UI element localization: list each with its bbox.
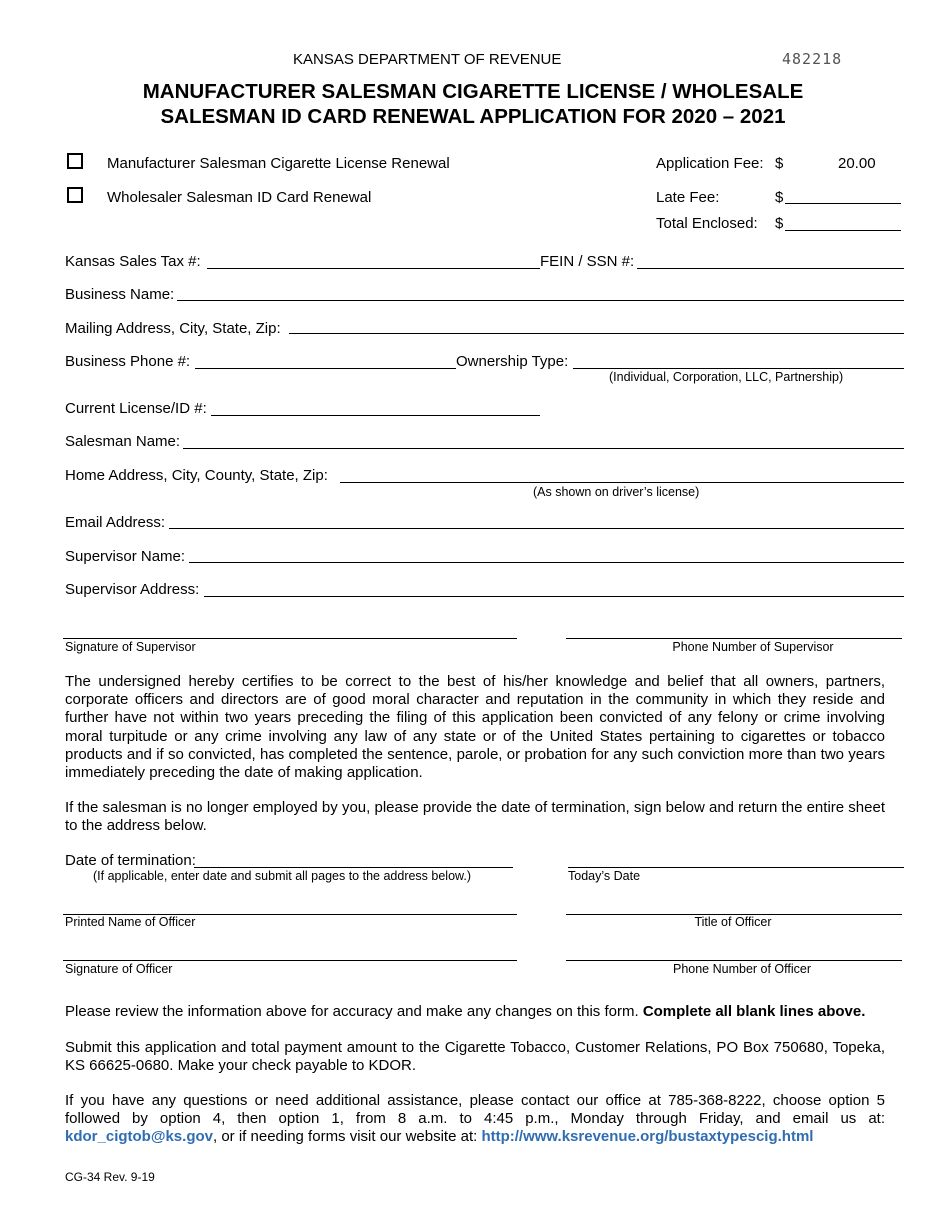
business-phone-label: Business Phone #: [65,353,191,370]
officer-title-label: Title of Officer [694,915,772,929]
manufacturer-renewal-checkbox[interactable] [67,153,83,169]
supervisor-address-label: Supervisor Address: [65,581,200,598]
current-license-label: Current License/ID #: [65,400,207,417]
home-address-hint: (As shown on driver’s license) [533,485,700,499]
certification-text: The undersigned hereby certifies to be correct to the best of his/her knowledge and belief that all owners, partners, corporate officers and directors are of good moral character and reputation in the community in which they reside and further have not within two years preceding the filing of this application been convicted of any felony or crime involving moral turpitude or any crime involving any law of any state or of the United States pertaining to cigarettes or tobacco products and if so convicted, has completed the sentence, parole, or probation for any such conviction more than two years immediately preceding the date of making application. [65,673,885,782]
printed-name-label: Printed Name of Officer [65,915,196,929]
late-fee-input[interactable] [785,203,901,204]
officer-signature-input[interactable] [63,960,517,961]
email-input[interactable] [169,528,904,529]
officer-signature-label: Signature of Officer [65,962,173,976]
review-instructions [65,1003,885,1021]
home-address-label: Home Address, City, County, State, Zip: [65,467,328,484]
website-link[interactable]: http://www.ksrevenue.org/bustaxtypescig.html [481,1128,814,1146]
supervisor-phone-label: Phone Number of Supervisor [672,640,834,654]
home-address-input[interactable] [340,482,904,483]
application-fee-label: Application Fee: [656,155,764,172]
contact-mid-text: , or if needing forms visit our website at: [213,1128,482,1146]
supervisor-signature-label: Signature of Supervisor [65,640,196,654]
review-text: Please review the information above for accuracy and make any changes on this form. [65,1003,643,1020]
officer-phone-label: Phone Number of Officer [672,962,812,976]
sales-tax-label: Kansas Sales Tax #: [65,253,201,270]
termination-date-label: Date of termination: [65,852,196,869]
wholesaler-renewal-label: Wholesaler Salesman ID Card Renewal [107,189,372,206]
supervisor-phone-input[interactable] [566,638,902,639]
business-name-input[interactable] [177,300,904,301]
contact-text: If you have any questions or need additional assistance, please contact our office at 785-368-8222, choose option 5 followed by option 4, then option 1, from 8 a.m. to 4:45 p.m., Monday through Friday, and email us at: [65,1092,885,1128]
supervisor-name-label: Supervisor Name: [65,548,186,565]
todays-date-label: Today’s Date [568,869,641,883]
todays-date-input[interactable] [568,867,904,868]
form-title-line2: SALESMAN ID CARD RENEWAL APPLICATION FOR 2020 – 2021 [160,105,786,128]
mailing-address-label: Mailing Address, City, State, Zip: [65,320,281,337]
salesman-name-input[interactable] [183,448,904,449]
submit-instructions: Submit this application and total payment amount to the Cigarette Tobacco, Customer Relations, PO Box 750680, Topeka, KS 66625-0680. Make your check payable to KDOR. [65,1039,885,1075]
mailing-address-input[interactable] [289,333,904,334]
late-fee-label: Late Fee: [656,189,720,206]
current-license-input[interactable] [211,415,540,416]
wholesaler-renewal-checkbox[interactable] [67,187,83,203]
ownership-type-hint: (Individual, Corporation, LLC, Partnership) [609,370,844,384]
termination-date-input[interactable] [194,867,513,868]
form-number: 482218 [782,50,843,68]
fein-label: FEIN / SSN #: [540,253,635,270]
sales-tax-input[interactable] [207,268,540,269]
supervisor-name-input[interactable] [189,562,904,563]
review-bold-text: Complete all blank lines above. [642,1003,866,1020]
total-enclosed-label: Total Enclosed: [656,215,758,232]
manufacturer-renewal-label: Manufacturer Salesman Cigarette License Renewal [107,155,450,172]
form-title-line1: MANUFACTURER SALESMAN CIGARETTE LICENSE / WHOLESALE [142,80,804,103]
supervisor-address-input[interactable] [204,596,904,597]
ownership-type-label: Ownership Type: [456,353,569,370]
salesman-name-label: Salesman Name: [65,433,181,450]
late-fee-currency: $ [775,189,784,206]
contact-email-link[interactable]: kdor_cigtob@ks.gov [65,1128,213,1146]
business-phone-input[interactable] [195,368,456,369]
application-fee-value: 20.00 [838,155,876,172]
contact-instructions [65,1092,885,1147]
business-name-label: Business Name: [65,286,175,303]
form-revision: CG-34 Rev. 9-19 [65,1170,155,1184]
total-enclosed-currency: $ [775,215,784,232]
email-label: Email Address: [65,514,166,531]
application-fee-currency: $ [775,155,784,172]
termination-date-hint: (If applicable, enter date and submit all pages to the address below.) [93,869,472,883]
officer-phone-input[interactable] [566,960,902,961]
supervisor-signature-input[interactable] [63,638,517,639]
total-enclosed-input[interactable] [785,230,901,231]
ownership-type-input[interactable] [573,368,904,369]
department-name: KANSAS DEPARTMENT OF REVENUE [293,51,562,68]
termination-note: If the salesman is no longer employed by you, please provide the date of termination, sign below and return the entire sheet to the address below. [65,799,885,835]
fein-input[interactable] [637,268,904,269]
